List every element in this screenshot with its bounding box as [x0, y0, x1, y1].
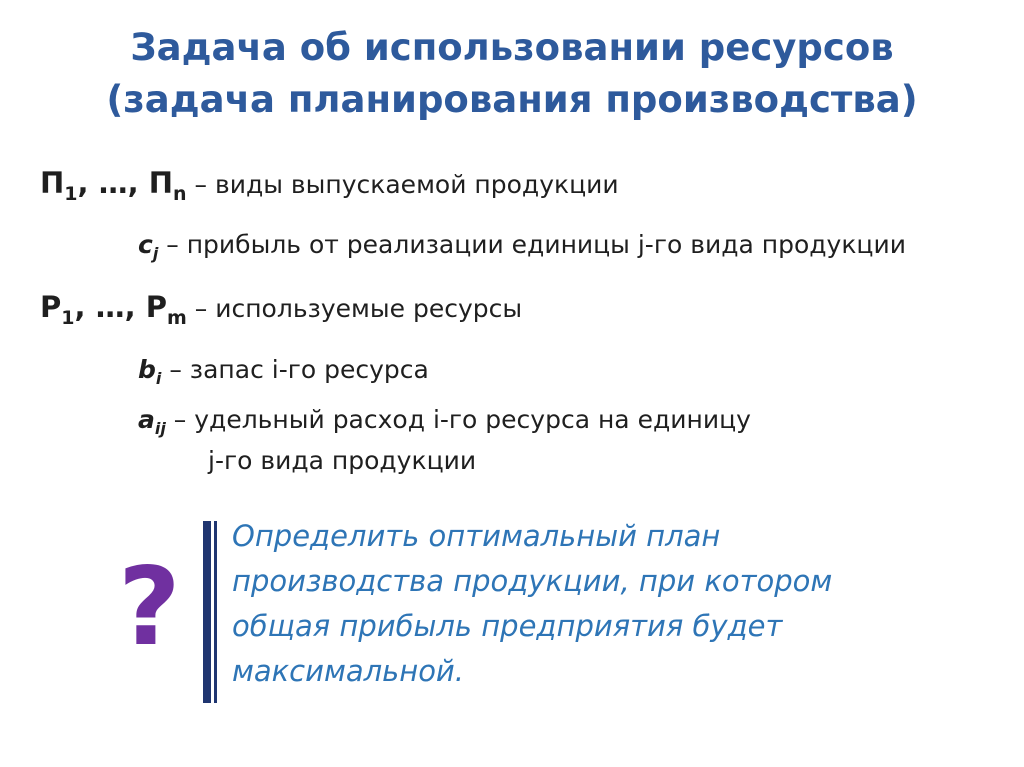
profit-description: – прибыль от реализации единицы j-го вида продукции [158, 230, 906, 259]
goal-statement [232, 514, 1012, 694]
resources-separator: , …, [74, 290, 146, 324]
stock-sub: i [155, 369, 162, 388]
title-line-2: (задача планирования производства) [106, 78, 918, 121]
consumption-line-2: j-го вида продукции [208, 446, 477, 475]
products-separator: , …, [77, 166, 149, 200]
consumption-sub: ij [154, 419, 166, 438]
resources-line [40, 290, 522, 329]
products-sub-first: 1 [64, 183, 78, 205]
profit-line [138, 230, 906, 263]
products-symbol-1: П [40, 166, 65, 200]
stock-line [138, 355, 429, 388]
resources-description: – используемые ресурсы [186, 294, 523, 323]
resources-sub-first: 1 [61, 307, 75, 329]
stock-description: – запас i-го ресурса [161, 355, 429, 384]
products-sub-last: n [173, 183, 187, 205]
consumption-line [138, 405, 751, 438]
products-description: – виды выпускаемой продукции [186, 170, 619, 199]
resources-symbol-2: Р [145, 290, 167, 324]
slide-title [0, 22, 1024, 126]
goal-line-2: производства продукции, при котором [232, 564, 833, 598]
goal-line-3: общая прибыль предприятия будет [232, 609, 783, 643]
accent-bar-thick [203, 521, 211, 703]
question-mark-icon: ? [118, 545, 181, 670]
consumption-description: – удельный расход i-го ресурса на единицу [165, 405, 751, 434]
resources-symbol-1: Р [40, 290, 62, 324]
stock-symbol: b [138, 355, 156, 384]
title-line-1: Задача об использовании ресурсов [130, 26, 894, 69]
profit-sub: j [152, 244, 159, 263]
resources-sub-last: m [167, 307, 187, 329]
products-symbol-2: П [148, 166, 174, 200]
products-line [40, 166, 619, 205]
goal-line-4: максимальной. [232, 654, 464, 688]
accent-bar-thin [214, 521, 217, 703]
consumption-symbol: a [138, 405, 155, 434]
profit-symbol: c [138, 230, 153, 259]
goal-line-1: Определить оптимальный план [232, 519, 721, 553]
